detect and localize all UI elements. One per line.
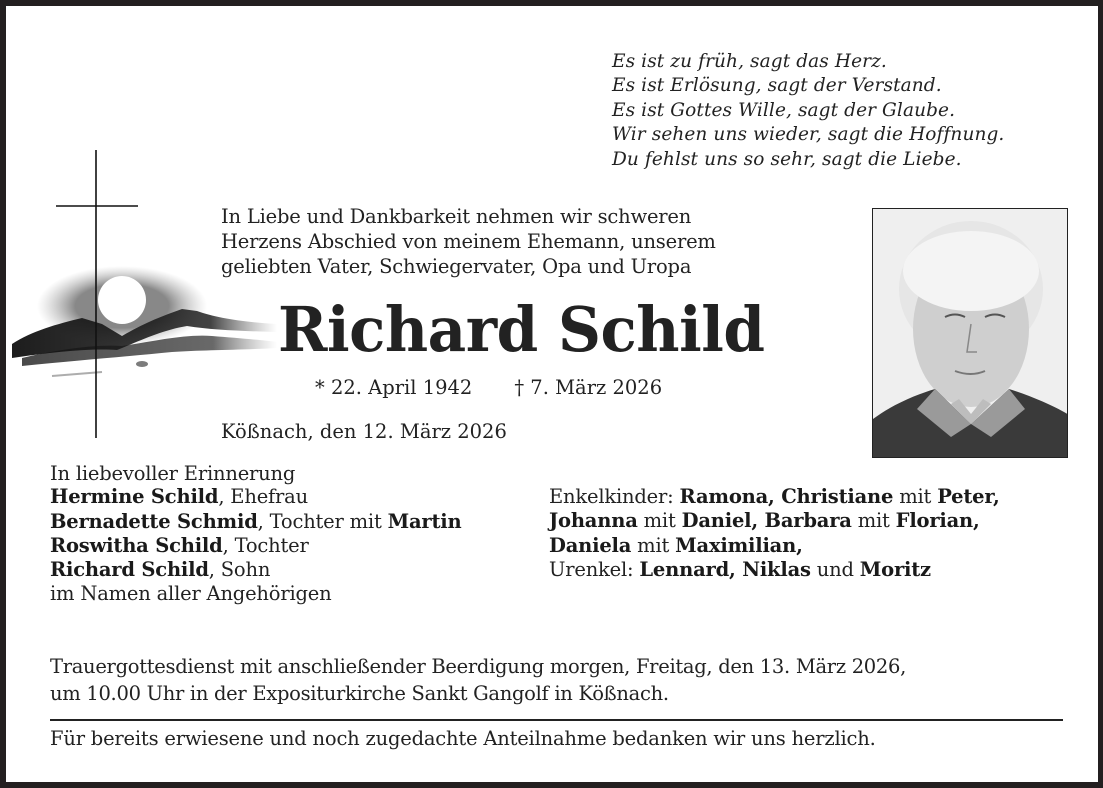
poem-line: Wir sehen uns wieder, sagt die Hoffnung. [612, 124, 1005, 146]
grandchild-names: Ramona, Christiane [679, 485, 894, 508]
grandchild-names: Daniela [549, 533, 632, 557]
poem-line: Du fehlst uns so sehr, sagt die Liebe. [612, 148, 962, 170]
mourner-row [50, 558, 462, 582]
thanks-text: Für bereits erwiesene und noch zugedachte Anteilnahme bedanken wir uns herzlich. [50, 727, 876, 750]
mourner-partner: Martin [387, 509, 462, 533]
mourner-row [50, 510, 462, 534]
poem-line: Es ist Gottes Wille, sagt der Glaube. [612, 99, 956, 121]
partner-name: Maximilian, [675, 533, 803, 557]
mourner-name: Richard Schild [50, 558, 209, 582]
cross-sun-mountains-illustration [12, 146, 282, 446]
grandchildren-label: Enkelkinder: [549, 485, 680, 508]
intro-line: In Liebe und Dankbarkeit nehmen wir schweren [221, 205, 692, 228]
grandchildren-list [549, 485, 1000, 582]
connector: und [810, 557, 860, 581]
partner-name: Florian, [895, 509, 980, 533]
great-grandchildren-label: Urenkel: [549, 557, 640, 581]
portrait-icon [873, 209, 1068, 458]
mourner-relation: , Sohn [208, 558, 271, 582]
connector: mit [851, 509, 896, 533]
mourners-closing: im Namen aller Angehörigen [50, 582, 332, 606]
connector: mit [637, 509, 682, 533]
grandchildren-row [549, 485, 1000, 509]
grandchildren-row [549, 509, 1000, 533]
grandchild-names: Johanna [549, 509, 638, 533]
mourner-relation: , Ehefrau [218, 485, 308, 509]
mourner-relation: , Tochter [222, 533, 309, 557]
mourner-row [50, 534, 462, 558]
intro-line: Herzens Abschied von meinem Ehemann, unserem [221, 230, 716, 253]
mourners-heading: In liebevoller Erinnerung [50, 462, 296, 485]
service-line: um 10.00 Uhr in der Expositurkirche Sankt Gangolf in Kößnach. [50, 681, 669, 705]
poem-line: Es ist Erlösung, sagt der Verstand. [612, 75, 942, 97]
grandchild-names: Daniel, Barbara [681, 509, 852, 533]
connector: mit [631, 533, 676, 557]
great-grandchild-names: Moritz [859, 557, 931, 581]
funeral-service-info [50, 654, 906, 707]
service-line: Trauergottesdienst mit anschließender Beerdigung morgen, Freitag, den 13. März 2026, [50, 655, 907, 678]
mourner-row [50, 485, 462, 509]
poem-line: Es ist zu früh, sagt das Herz. [612, 51, 887, 72]
death-date: † 7. März 2026 [514, 376, 663, 399]
partner-name: Peter, [937, 485, 1000, 508]
great-grandchild-names: Lennard, Niklas [639, 557, 811, 581]
mourners-list [50, 462, 462, 607]
sun-icon [98, 276, 146, 324]
intro-text [221, 204, 716, 279]
mourner-name: Bernadette Schmid [50, 509, 258, 533]
grandchildren-row [549, 534, 1000, 558]
intro-line: geliebten Vater, Schwiegervater, Opa und Uropa [221, 255, 692, 278]
deceased-name: Richard Schild [278, 293, 765, 366]
poem [612, 50, 1004, 172]
divider [50, 719, 1063, 721]
place-date: Kößnach, den 12. März 2026 [221, 420, 507, 443]
life-dates [315, 376, 662, 399]
mourner-name: Roswitha Schild [50, 533, 223, 557]
birth-date: * 22. April 1942 [315, 376, 473, 399]
portrait-photo [872, 208, 1068, 458]
mourner-name: Hermine Schild [50, 485, 219, 509]
mourner-relation: , Tochter mit [257, 509, 388, 533]
great-grandchildren-row [549, 558, 1000, 582]
connector: mit [893, 485, 938, 508]
